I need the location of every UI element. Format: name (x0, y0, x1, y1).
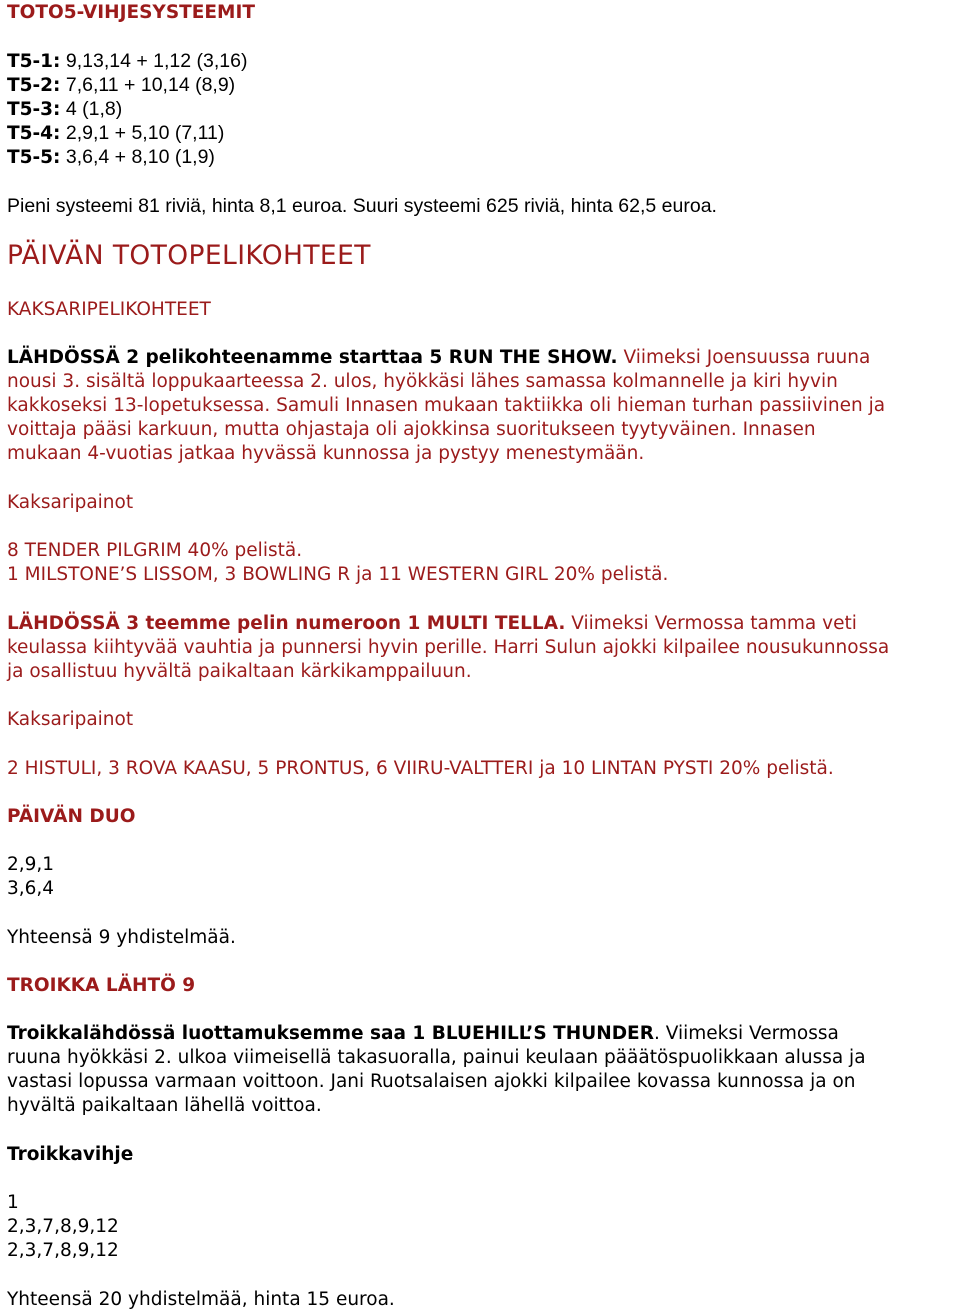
duo-total: Yhteensä 9 yhdistelmää. (7, 927, 236, 948)
race2-line: mukaan 4-vuotias jatkaa hyvässä kunnossa ja pystyy menestymään. (7, 443, 645, 464)
toto5-row-label: T5-2: (7, 75, 61, 96)
toto5-row-label: T5-1: (7, 51, 61, 72)
race2-line (7, 346, 870, 370)
troikka-tip-row: 2,3,7,8,9,12 (7, 1240, 119, 1261)
section-heading-troikka: TROIKKA LÄHTÖ 9 (7, 975, 196, 996)
troikka-line: ruuna hyökkäsi 2. ulkoa viimeisellä takasuoralla, painui keulaan pääätöspuolikkaan alussa ja (7, 1047, 866, 1068)
troikka-tip-row: 1 (7, 1192, 19, 1213)
toto5-row (7, 49, 247, 74)
section-heading-paivan: PÄIVÄN TOTOPELIKOHTEET (7, 240, 371, 271)
race3-lead: Viimeksi Vermossa tamma veti (565, 613, 857, 634)
race3-weights: 2 HISTULI, 3 ROVA KAASU, 5 PRONTUS, 6 VIIRU-VALTTERI ja 10 LINTAN PYSTI 20% pelistä. (7, 758, 834, 779)
race2-lead: Viimeksi Joensuussa ruuna (617, 347, 871, 368)
race2-weights-heading: Kaksaripainot (7, 492, 134, 513)
troikka-highlight: Troikkalähdössä luottamuksemme saa 1 BLUEHILL’S THUNDER (7, 1023, 654, 1044)
race3-line (7, 612, 857, 636)
toto5-row (7, 121, 224, 146)
toto5-row (7, 145, 215, 170)
troikka-line (7, 1022, 839, 1046)
troikka-line: hyvältä paikaltaan lähellä voittoa. (7, 1095, 322, 1116)
toto5-row (7, 73, 235, 98)
system-info: Pieni systeemi 81 riviä, hinta 8,1 euroa. Suuri systeemi 625 riviä, hinta 62,5 euroa. (7, 195, 717, 217)
toto5-row-label: T5-3: (7, 99, 61, 120)
race2-line: nousi 3. sisältä loppukaarteessa 2. ulos, hyökkäsi lähes samassa kolmannelle ja kiri hyvin (7, 371, 838, 392)
race3-highlight: LÄHDÖSSÄ 3 teemme pelin numeroon 1 MULTI TELLA. (7, 613, 566, 634)
toto5-row-value: 2,9,1 + 5,10 (7,11) (60, 122, 225, 144)
race2-line: kakkoseksi 13-lopetuksessa. Samuli Innasen mukaan taktiikka oli hieman turhan passiivinen ja (7, 395, 886, 416)
race2-line: voittaja pääsi karkuun, mutta ohjastaja oli ajokkinsa suoritukseen tyytyväinen. Innasen (7, 419, 816, 440)
page-title: TOTO5-VIHJESYSTEEMIT (7, 2, 255, 23)
troikka-tip-row: 2,3,7,8,9,12 (7, 1216, 119, 1237)
race2-highlight: LÄHDÖSSÄ 2 pelikohteenamme starttaa 5 RUN THE SHOW. (7, 347, 618, 368)
toto5-row-label: T5-5: (7, 147, 61, 168)
troikka-total: Yhteensä 20 yhdistelmää, hinta 15 euroa. (7, 1289, 395, 1310)
race3-line: ja osallistuu hyvältä paikaltaan kärkikamppailuun. (7, 661, 472, 682)
toto5-row-value: 4 (1,8) (60, 98, 123, 120)
troikka-line: vastasi lopussa varmaan voittoon. Jani Ruotsalaisen ajokki kilpailee kovassa kunnossa ja on (7, 1071, 856, 1092)
race2-weights: 8 TENDER PILGRIM 40% pelistä. (7, 540, 303, 561)
toto5-row-label: T5-4: (7, 123, 61, 144)
toto5-row-value: 3,6,4 + 8,10 (1,9) (60, 146, 215, 168)
section-heading-duo: PÄIVÄN DUO (7, 806, 136, 827)
duo-row: 2,9,1 (7, 854, 55, 875)
race2-weights: 1 MILSTONE’S LISSOM, 3 BOWLING R ja 11 WESTERN GIRL 20% pelistä. (7, 564, 669, 585)
troikka-lead: . Viimeksi Vermossa (653, 1023, 839, 1044)
toto5-row (7, 97, 122, 122)
section-heading-kaksari: KAKSARIPELIKOHTEET (7, 299, 211, 320)
toto5-row-value: 9,13,14 + 1,12 (3,16) (60, 50, 248, 72)
race3-line: keulassa kiihtyvää vauhtia ja punnersi hyvin perille. Harri Sulun ajokki kilpailee nousukunnossa (7, 637, 890, 658)
toto5-row-value: 7,6,11 + 10,14 (8,9) (60, 74, 236, 96)
troikka-tip-heading: Troikkavihje (7, 1144, 134, 1165)
duo-row: 3,6,4 (7, 878, 55, 899)
race3-weights-heading: Kaksaripainot (7, 709, 134, 730)
